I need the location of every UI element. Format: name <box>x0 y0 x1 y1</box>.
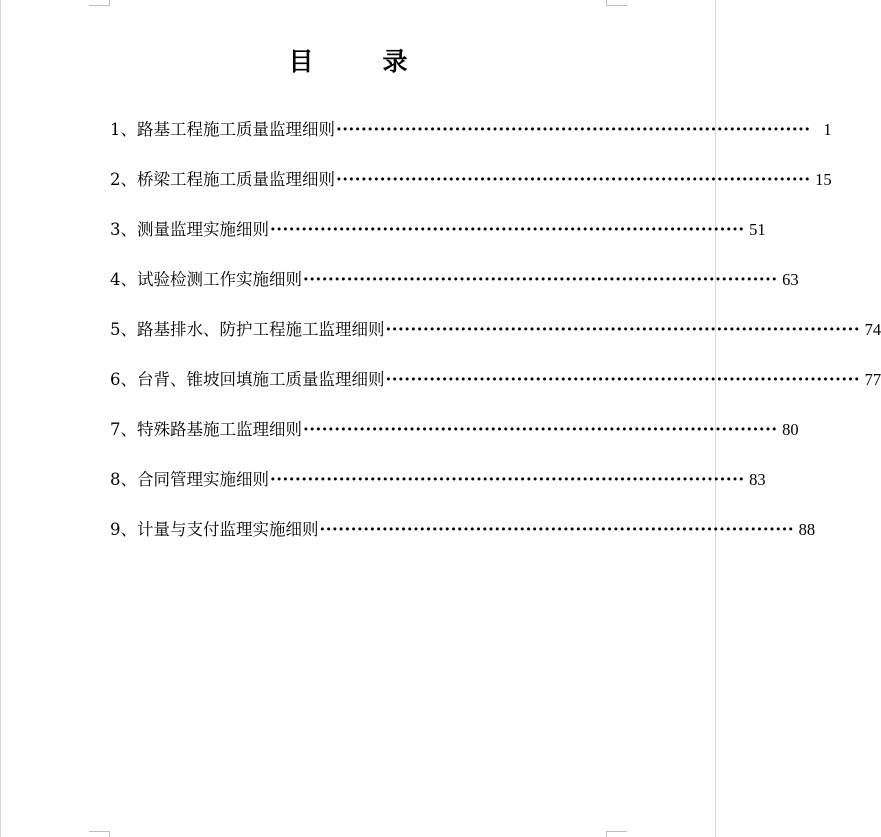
toc-page-number: 74 <box>864 320 881 339</box>
toc-page-number: 83 <box>749 470 766 489</box>
toc-entry-label: 8、合同管理实施细则 <box>110 470 269 489</box>
toc-leader-dots: ············································································ <box>319 520 795 539</box>
toc-leader-dots: ············································································ <box>303 270 778 289</box>
toc-page-number: 88 <box>798 520 816 539</box>
toc-entry-label: 6、台背、锥坡回填施工质量监理细则 <box>110 370 385 389</box>
page-corner-mark <box>89 0 110 6</box>
toc-page-number: 51 <box>749 220 766 239</box>
toc-entry[interactable] <box>110 466 766 516</box>
toc-entry[interactable] <box>110 516 816 566</box>
toc-page-number: 77 <box>864 370 881 389</box>
toc-page-number: 15 <box>815 170 832 189</box>
toc-leader-dots: ············································································ <box>385 320 861 339</box>
page-title: 目 录 <box>288 47 430 76</box>
toc-page-number: 63 <box>782 270 799 289</box>
toc-entry-label: 4、试验检测工作实施细则 <box>110 270 302 289</box>
toc-entry[interactable] <box>110 116 832 166</box>
toc-entry[interactable] <box>110 216 766 266</box>
toc-leader-dots: ············································································ <box>270 220 745 239</box>
toc-entry[interactable] <box>110 266 799 316</box>
toc-entry-label: 2、桥梁工程施工质量监理细则 <box>110 170 335 189</box>
toc-leader-dots: ············································································ <box>303 420 778 439</box>
toc-entry[interactable] <box>110 416 799 466</box>
toc-entry[interactable] <box>110 166 832 216</box>
toc-entry-label: 1、路基工程施工质量监理细则 <box>110 120 335 139</box>
page-corner-mark <box>606 0 627 6</box>
toc-entry-label: 3、测量监理实施细则 <box>110 220 269 239</box>
toc-page-number: 1 <box>823 120 832 139</box>
toc-entry[interactable] <box>110 366 881 416</box>
toc-entry-label: 5、路基排水、防护工程施工监理细则 <box>110 320 385 339</box>
table-of-contents <box>110 116 881 566</box>
toc-leader-dots: ············································································ <box>385 370 861 389</box>
toc-leader-dots: ············································································ <box>336 120 811 139</box>
toc-entry-label: 7、特殊路基施工监理细则 <box>110 420 302 439</box>
toc-page-number: 80 <box>782 420 799 439</box>
toc-entry[interactable] <box>110 316 881 366</box>
toc-entry-label: 9、计量与支付监理实施细则 <box>110 520 319 539</box>
page-corner-mark <box>89 831 110 837</box>
toc-leader-dots: ············································································ <box>336 170 811 189</box>
page-corner-mark <box>606 831 627 837</box>
toc-leader-dots: ············································································ <box>270 470 745 489</box>
